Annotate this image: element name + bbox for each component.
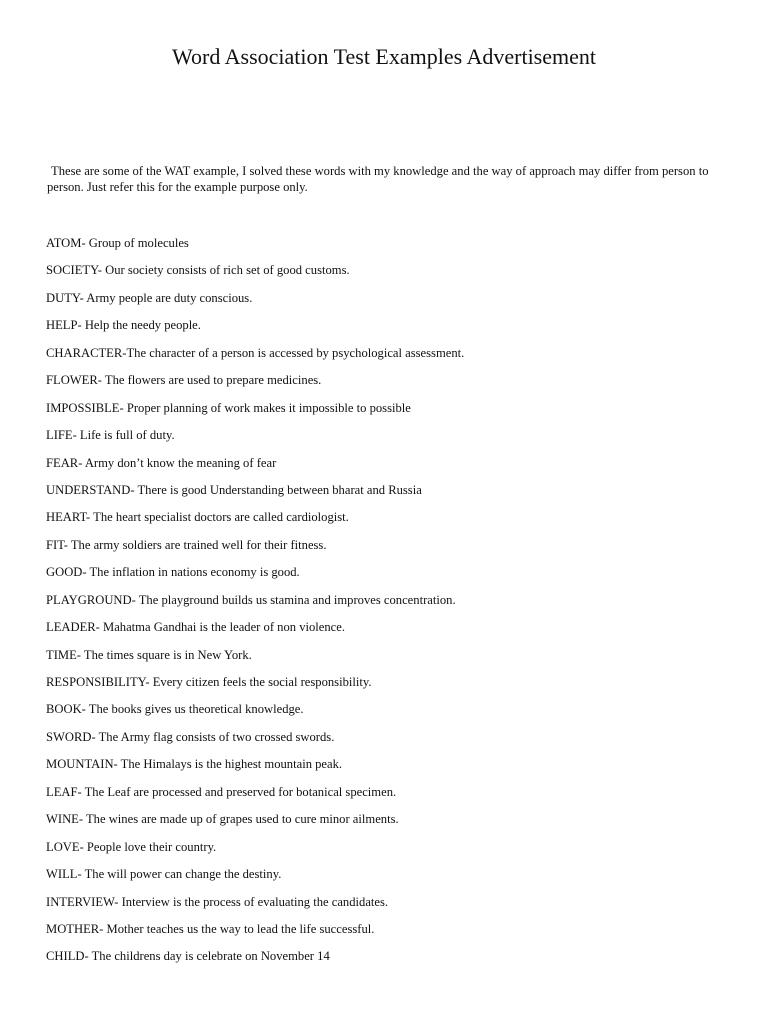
list-item: MOTHER- Mother teaches us the way to lead the life successful. [46,921,375,936]
list-item: HEART- The heart specialist doctors are called cardiologist. [46,510,349,525]
list-item: ATOM- Group of molecules [46,236,189,250]
list-item: MOUNTAIN- The Himalays is the highest mountain peak. [46,757,343,772]
page-title: Word Association Test Examples Advertisement [172,44,596,69]
list-item: FLOWER- The flowers are used to prepare medicines. [46,373,322,388]
list-item: LEAF- The Leaf are processed and preserved for botanical specimen. [46,784,397,799]
list-item: SWORD- The Army flag consists of two crossed swords. [46,729,335,744]
list-item: CHILD- The childrens day is celebrate on November 14 [46,949,330,964]
list-item: WINE- The wines are made up of grapes used to cure minor ailments. [46,812,399,827]
list-item: LIFE- Life is full of duty. [46,428,175,443]
list-item: PLAYGROUND- The playground builds us stamina and improves concentration. [46,592,456,607]
list-item: LOVE- People love their country. [46,839,217,854]
word-association-list [46,234,464,975]
list-item: FIT- The army soldiers are trained well for their fitness. [46,537,327,552]
list-item: FEAR- Army don’t know the meaning of fear [46,455,277,470]
list-item: SOCIETY- Our society consists of rich set of good customs. [46,263,350,278]
list-item: TIME- The times square is in New York. [46,647,252,662]
list-item: RESPONSIBILITY- Every citizen feels the social responsibility. [46,675,372,689]
list-item: IMPOSSIBLE- Proper planning of work makes it impossible to possible [46,400,411,415]
intro-paragraph: These are some of the WAT example, I solved these words with my knowledge and the way of approach may differ from person to person. Just refer this for the example purpose only. [47,164,709,194]
list-item: HELP- Help the needy people. [46,318,201,333]
list-item: WILL- The will power can change the destiny. [46,867,282,882]
list-item: CHARACTER-The character of a person is accessed by psychological assessment. [46,345,465,360]
list-item: LEADER- Mahatma Gandhai is the leader of non violence. [46,620,346,635]
list-item: DUTY- Army people are duty conscious. [46,290,253,305]
list-item: GOOD- The inflation in nations economy is good. [46,565,300,580]
list-item: INTERVIEW- Interview is the process of evaluating the candidates. [46,894,389,909]
list-item: UNDERSTAND- There is good Understanding between bharat and Russia [46,482,422,497]
list-item: BOOK- The books gives us theoretical knowledge. [46,702,304,717]
